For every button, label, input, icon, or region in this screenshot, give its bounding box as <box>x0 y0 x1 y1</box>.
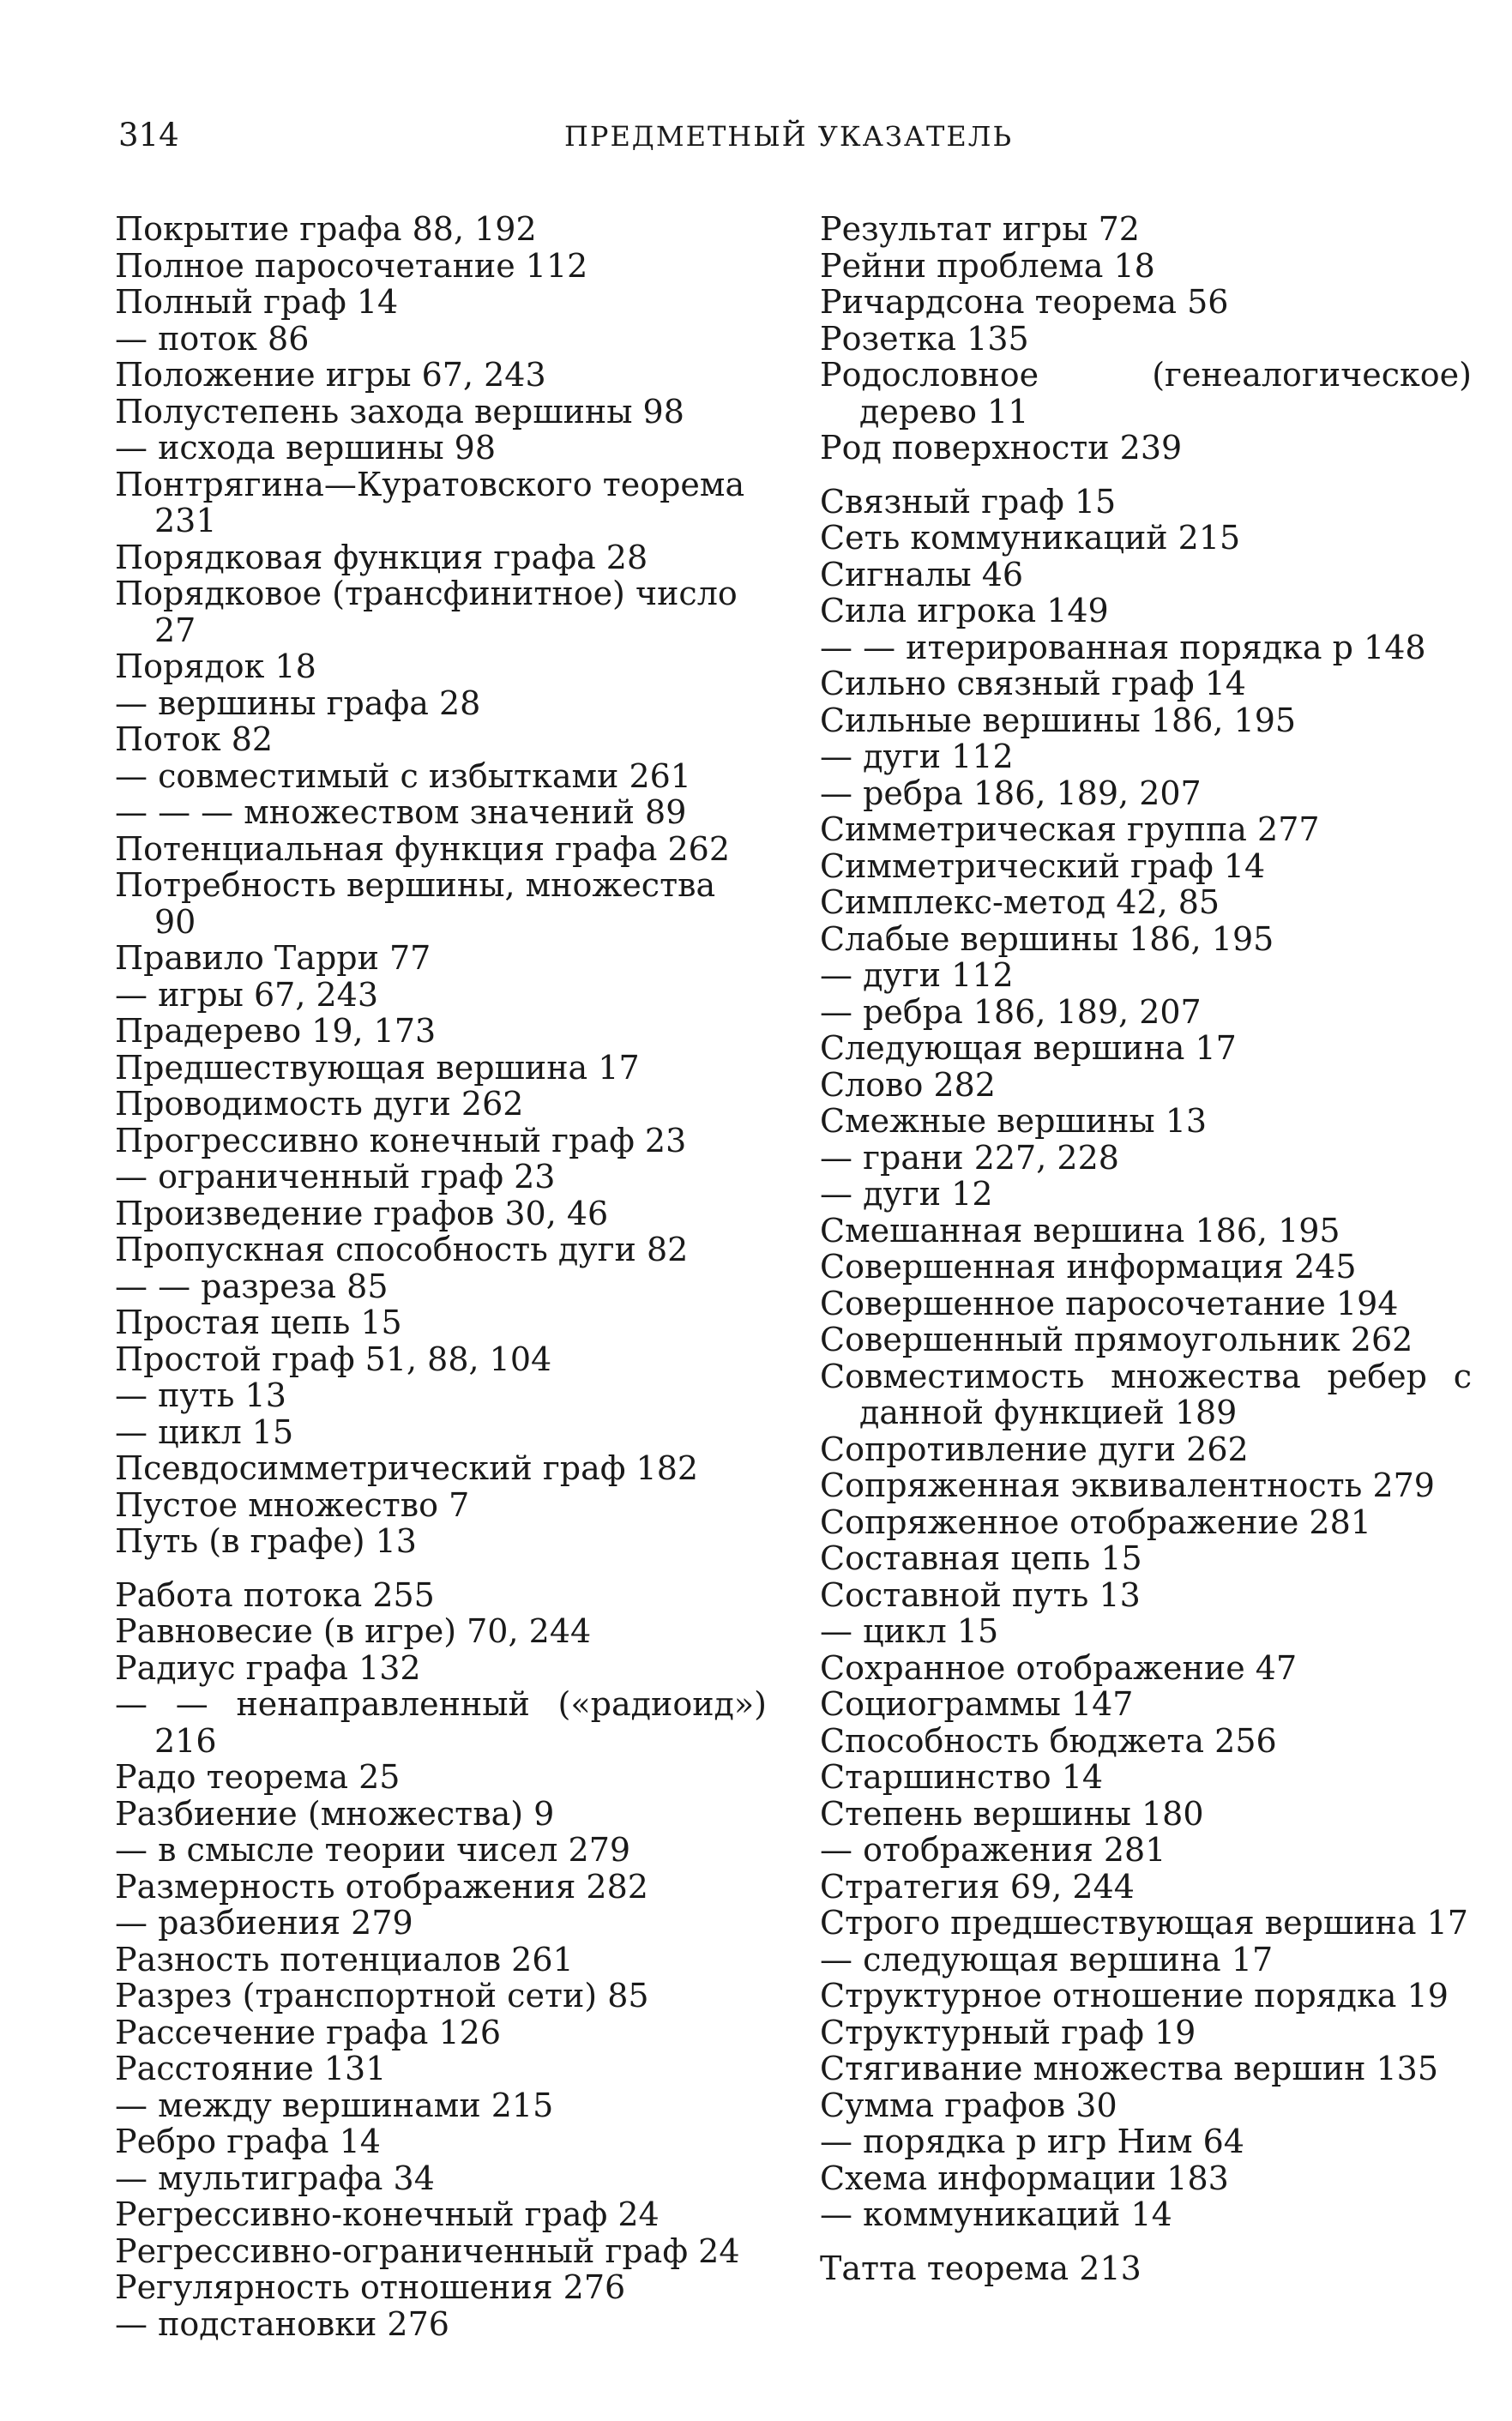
index-entry: — совместимый с избытками 261 <box>115 756 691 795</box>
index-entry: Связный граф 15 <box>820 482 1117 521</box>
index-entry: Симплекс-метод 42, 85 <box>820 883 1220 921</box>
index-entry: — дуги 12 <box>820 1175 993 1213</box>
index-entry: — между вершинами 215 <box>115 2086 554 2124</box>
index-entry: — грани 227, 228 <box>820 1138 1119 1177</box>
index-column-left <box>115 211 767 2342</box>
index-entry: Положение игры 67, 243 <box>115 356 546 394</box>
index-entry: Предшествующая вершина 17 <box>115 1048 640 1087</box>
index-entry: Составной путь 13 <box>820 1575 1141 1614</box>
index-entry: — порядка p игр Ним 64 <box>820 2123 1244 2160</box>
index-entry: Прадерево 19, 173 <box>115 1012 437 1050</box>
index-entry: Правило Тарри 77 <box>115 939 431 977</box>
index-entry: Радо теорема 25 <box>115 1758 401 1796</box>
index-entry: — дуги 112 <box>820 738 1014 775</box>
index-entry: Род поверхности 239 <box>820 429 1183 467</box>
index-entry: Сумма графов 30 <box>820 2086 1117 2124</box>
index-entry: Понтрягина—Куратовского теорема 231 <box>115 465 745 539</box>
index-entry: Смешанная вершина 186, 195 <box>820 1211 1340 1250</box>
index-entry: Сильные вершины 186, 195 <box>820 701 1297 739</box>
index-entry: — вершины графа 28 <box>115 684 481 722</box>
index-entry: Розетка 135 <box>820 319 1029 358</box>
index-entry: Симметрическая группа 277 <box>820 810 1320 848</box>
index-entry: Стягивание множества вершин 135 <box>820 2050 1439 2087</box>
index-entry: Размерность отображения 282 <box>115 1867 648 1906</box>
index-entry: Путь (в графе) 13 <box>115 1522 417 1560</box>
index-entry: Сильно связный граф 14 <box>820 665 1246 702</box>
index-entry: Псевдосимметрический граф 182 <box>115 1449 699 1487</box>
index-entry: Строго предшествующая вершина 17 <box>820 1904 1468 1942</box>
index-column-right <box>820 211 1472 2286</box>
index-entry: Способность бюджета 256 <box>820 1721 1277 1760</box>
index-entry: Разрез (транспортной сети) 85 <box>115 1977 649 2014</box>
index-entry: Регрессивно-ограниченный граф 24 <box>115 2231 740 2270</box>
index-entry: Рейни проблема 18 <box>820 246 1155 285</box>
index-entry: Рассечение графа 126 <box>115 2013 502 2051</box>
index-entry: Совершенное паросочетание 194 <box>820 1284 1399 1322</box>
index-entry: Работа потока 255 <box>115 1575 435 1614</box>
index-entry: Слово 282 <box>820 1065 996 1104</box>
index-entry: Совершенная информация 245 <box>820 1248 1357 1286</box>
index-entry: Сопряженное отображение 281 <box>820 1503 1371 1541</box>
index-entry: Степень вершины 180 <box>820 1794 1204 1833</box>
index-entry: Простая цепь 15 <box>115 1304 402 1341</box>
index-entry: — поток 86 <box>115 319 310 358</box>
index-entry: Сопряженная эквивалентность 279 <box>820 1466 1435 1504</box>
index-entry: — — — множеством значений 89 <box>115 793 687 831</box>
index-entry: Порядковая функция графа 28 <box>115 538 648 576</box>
index-entry: Разбиение (множества) 9 <box>115 1794 555 1833</box>
index-entry: Ричардсона теорема 56 <box>820 283 1229 321</box>
index-entry: — разбиения 279 <box>115 1904 413 1942</box>
index-entry: Порядковое (трансфинитное) число 27 <box>115 575 738 649</box>
index-entry: Схема информации 183 <box>820 2159 1229 2197</box>
index-entry: Равновесие (в игре) 70, 244 <box>115 1612 592 1650</box>
index-entry: — в смысле теории чисел 279 <box>115 1831 631 1869</box>
index-entry: Слабые вершины 186, 195 <box>820 919 1274 958</box>
index-entry: Полустепень захода вершины 98 <box>115 392 684 431</box>
index-entry: Старшинство 14 <box>820 1758 1104 1796</box>
index-entry: Расстояние 131 <box>115 2050 387 2087</box>
index-entry: Совместимость множества ребер с данной функцией 189 <box>820 1357 1472 1431</box>
index-entry: Результат игры 72 <box>820 210 1140 248</box>
index-entry: — подстановки 276 <box>115 2304 449 2343</box>
index-entry: Потребность вершины, множества 90 <box>115 866 716 941</box>
index-entry: Произведение графов 30, 46 <box>115 1194 609 1232</box>
index-entry: — следующая вершина 17 <box>820 1940 1274 1978</box>
index-entry: — ребра 186, 189, 207 <box>820 992 1202 1031</box>
index-entry: Полный граф 14 <box>115 283 399 321</box>
index-entry: Социограммы 147 <box>820 1685 1134 1723</box>
index-entry: Симметрический граф 14 <box>820 846 1266 885</box>
index-entry: — — разреза 85 <box>115 1267 389 1305</box>
index-entry: Смежные вершины 13 <box>820 1102 1208 1140</box>
index-entry: — цикл 15 <box>820 1612 999 1650</box>
index-entry: Разность потенциалов 261 <box>115 1940 574 1978</box>
index-entry: Татта теорема 213 <box>820 2249 1142 2287</box>
index-entry: Родословное (генеалогическое) дерево 11 <box>820 356 1472 431</box>
index-entry: — дуги 112 <box>820 956 1014 994</box>
index-entry: Структурный граф 19 <box>820 2013 1196 2051</box>
index-entry: — игры 67, 243 <box>115 975 379 1014</box>
index-entry: Регрессивно-конечный граф 24 <box>115 2195 660 2233</box>
index-entry: Сигналы 46 <box>820 555 1024 593</box>
index-entry: Простой граф 51, 88, 104 <box>115 1340 552 1378</box>
index-entry: — отображения 281 <box>820 1831 1166 1869</box>
index-entry: Сеть коммуникаций 215 <box>820 519 1241 557</box>
running-head: ПРЕДМЕТНЫЙ УКАЗАТЕЛЬ <box>564 120 1014 153</box>
index-entry: Сопротивление дуги 262 <box>820 1430 1249 1468</box>
index-entry: Радиус графа 132 <box>115 1648 421 1687</box>
index-entry: Полное паросочетание 112 <box>115 246 588 285</box>
index-entry: Стратегия 69, 244 <box>820 1867 1135 1906</box>
index-entry: Прогрессивно конечный граф 23 <box>115 1121 687 1159</box>
index-entry: — ограниченный граф 23 <box>115 1158 556 1195</box>
index-entry: — — итерированная порядка p 148 <box>820 628 1426 666</box>
index-entry: Совершенный прямоугольник 262 <box>820 1321 1413 1358</box>
index-entry: Порядок 18 <box>115 647 316 685</box>
index-entry: Регулярность отношения 276 <box>115 2268 626 2306</box>
index-entry: — путь 13 <box>115 1376 286 1414</box>
page-number: 314 <box>118 117 179 154</box>
index-entry: — коммуникаций 14 <box>820 2195 1172 2233</box>
index-entry: Потенциальная функция графа 262 <box>115 829 731 868</box>
index-entry: Поток 82 <box>115 720 274 758</box>
index-entry: — мультиграфа 34 <box>115 2159 435 2197</box>
index-entry: Сохранное отображение 47 <box>820 1648 1298 1687</box>
index-entry: — — ненаправленный («радиоид») 216 <box>115 1685 767 1760</box>
index-entry: — ребра 186, 189, 207 <box>820 774 1202 812</box>
index-entry: — исхода вершины 98 <box>115 429 496 467</box>
index-entry: Следующая вершина 17 <box>820 1029 1237 1067</box>
index-entry: Пустое множество 7 <box>115 1485 470 1524</box>
index-entry: Ребро графа 14 <box>115 2123 381 2160</box>
index-entry: — цикл 15 <box>115 1412 294 1451</box>
index-entry: Проводимость дуги 262 <box>115 1085 524 1123</box>
index-entry: Структурное отношение порядка 19 <box>820 1977 1449 2014</box>
index-entry: Составная цепь 15 <box>820 1539 1142 1577</box>
index-entry: Пропускная способность дуги 82 <box>115 1231 689 1268</box>
index-entry: Сила игрока 149 <box>820 592 1109 629</box>
index-entry: Покрытие графа 88, 192 <box>115 210 537 248</box>
